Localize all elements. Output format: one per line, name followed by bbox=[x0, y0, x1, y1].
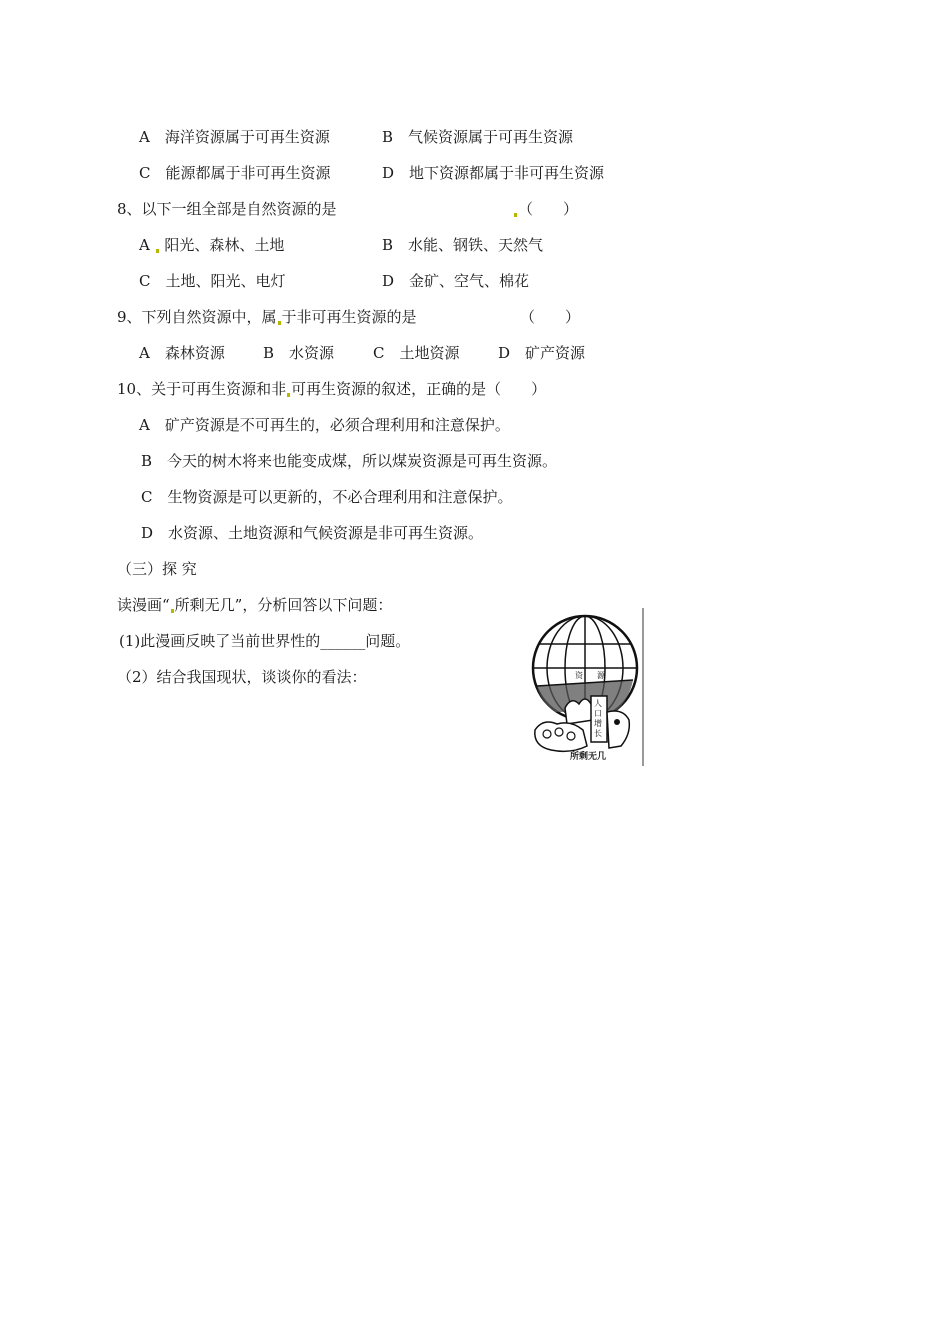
q9-option-a: A 森林资源 bbox=[139, 344, 225, 362]
section-heading: （三）探 究 bbox=[117, 560, 197, 578]
marker-dot bbox=[514, 213, 517, 217]
population-sign bbox=[591, 696, 607, 742]
q7-option-b: B 气候资源属于可再生资源 bbox=[382, 128, 574, 146]
q8-option-d: D 金矿、空气、棉花 bbox=[382, 272, 530, 290]
sign-char-1: 人 bbox=[594, 699, 602, 708]
q10-option-c: C 生物资源是可以更新的，不必合理利用和注意保护。 bbox=[141, 488, 513, 506]
q8-paren bbox=[513, 199, 578, 219]
q10-option-b: B 今天的树木将来也能变成煤，所以煤炭资源是可再生资源。 bbox=[141, 452, 558, 470]
q8-option-b: B 水能、钢铁、天然气 bbox=[382, 236, 544, 254]
section-intro-part-b: 所剩无几”，分析回答以下问题： bbox=[174, 596, 393, 614]
q10-stem-part-a: 10、关于可再生资源和非 bbox=[117, 380, 287, 398]
q8-option-c: C 土地、阳光、电灯 bbox=[139, 272, 286, 290]
q8-option-a-text: 阳光、森林、土地 bbox=[164, 236, 285, 254]
q10-option-d: D 水资源、土地资源和气候资源是非可再生资源。 bbox=[141, 524, 484, 542]
sub-question-2: （2）结合我国现状，谈谈你的看法： bbox=[117, 668, 367, 686]
q8-option-a-letter: A bbox=[139, 236, 150, 254]
q9-option-c: C 土地资源 bbox=[373, 344, 460, 362]
globe-label-2: 源 bbox=[597, 671, 605, 680]
sub-question-1: (1)此漫画反映了当前世界性的______问题。 bbox=[119, 632, 411, 650]
q10-stem-part-b: 可再生资源的叙述，正确的是（ ） bbox=[291, 380, 547, 398]
marker-dot bbox=[278, 321, 281, 325]
q8-answer-paren: （ ） bbox=[518, 200, 579, 218]
marker-dot bbox=[156, 249, 159, 253]
q9-stem-part-b: 于非可再生资源的是 bbox=[281, 308, 417, 326]
sign-char-2: 口 bbox=[594, 709, 602, 718]
section-intro-part-a: 读漫画“ bbox=[117, 596, 170, 614]
q9-stem bbox=[117, 307, 417, 327]
globe-label-1: 资 bbox=[575, 671, 583, 680]
q10-stem bbox=[117, 379, 546, 399]
q7-option-c: C 能源都属于非可再生资源 bbox=[139, 164, 331, 182]
marker-dot bbox=[171, 609, 174, 613]
section-intro bbox=[117, 595, 392, 615]
hand-icon bbox=[565, 699, 593, 724]
marker-dot bbox=[287, 393, 290, 397]
cartoon-illustration bbox=[527, 608, 645, 768]
q7-option-d: D 地下资源都属于非可再生资源 bbox=[382, 164, 605, 182]
q9-option-b: B 水资源 bbox=[263, 344, 335, 362]
q10-option-a: A 矿产资源是不可再生的，必须合理利用和注意保护。 bbox=[139, 416, 510, 434]
q8-option-a bbox=[139, 235, 284, 255]
q9-stem-part-a: 9、下列自然资源中，属 bbox=[117, 308, 277, 326]
q7-option-a: A 海洋资源属于可再生资源 bbox=[139, 128, 330, 146]
q9-paren: （ ） bbox=[520, 308, 581, 326]
sign-char-4: 长 bbox=[594, 729, 602, 738]
cartoon-caption: 所剩无几 bbox=[570, 752, 607, 762]
q8-stem: 8、以下一组全部是自然资源的是 bbox=[117, 200, 337, 218]
q9-option-d: D 矿产资源 bbox=[498, 344, 586, 362]
sign-char-3: 增 bbox=[594, 719, 602, 728]
